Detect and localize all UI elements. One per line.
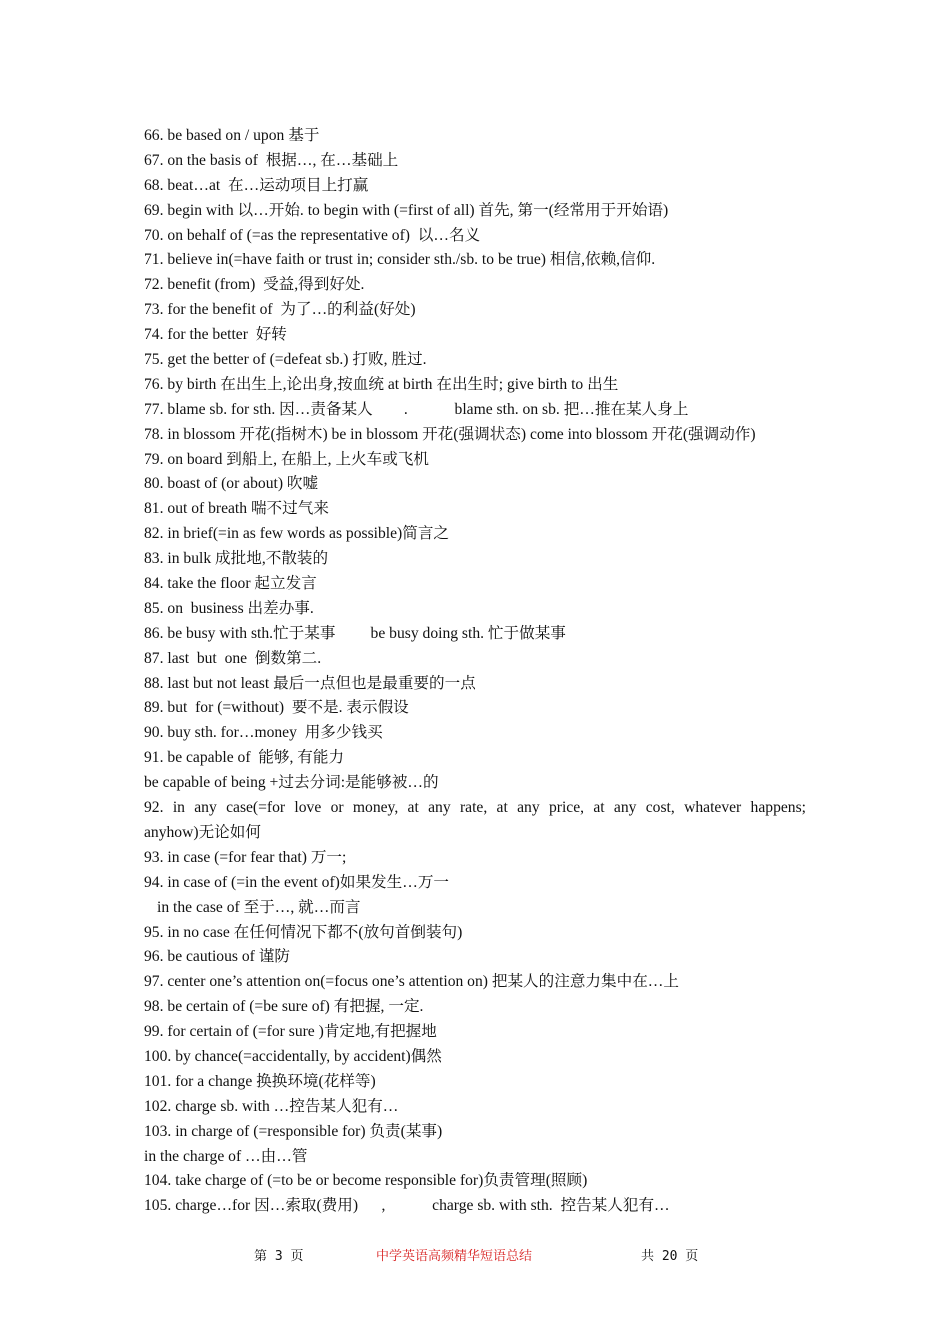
phrase-line-79: 79. on board 到船上, 在船上, 上火车或飞机: [144, 450, 430, 468]
phrase-line-97: 97. center one’s attention on(=focus one’s attention on) 把某人的注意力集中在…上: [144, 973, 679, 991]
phrase-line-90: 90. buy sth. for…money 用多少钱买: [144, 724, 383, 742]
phrase-line-82: 82. in brief(=in as few words as possible)简言之: [144, 525, 450, 543]
phrase-line-92: 92. in any case(=for love or money, at any rate, at any price, at any cost, whatever happens;: [144, 799, 806, 817]
phrase-line-96: 96. be cautious of 谨防: [144, 948, 290, 966]
phrase-line-89: 89. but for (=without) 要不是. 表示假设: [144, 699, 409, 717]
phrase-line-100: 100. by chance(=accidentally, by accident)偶然: [144, 1047, 442, 1065]
phrase-line-83: 83. in bulk 成批地,不散装的: [144, 550, 329, 568]
phrase-line-68: 68. beat…at 在…运动项目上打赢: [144, 176, 369, 194]
phrase-line-98: 98. be certain of (=be sure of) 有把握, 一定.: [144, 998, 424, 1016]
phrase-line-72: 72. benefit (from) 受益,得到好处.: [144, 276, 365, 294]
page-number-label: 第 3 页: [254, 1249, 304, 1264]
phrase-line-78: 78. in blossom 开花(指树木) be in blossom 开花(强调状态) come into blossom 开花(强调动作): [144, 425, 756, 443]
phrase-line-75: 75. get the better of (=defeat sb.) 打败, 胜过.: [144, 351, 427, 369]
phrase-line-86: 86. be busy with sth.忙于某事 be busy doing sth. 忙于做某事: [144, 624, 566, 642]
phrase-line-91-sub: be capable of being +过去分词:是能够被…的: [144, 774, 439, 792]
phrase-line-73: 73. for the benefit of 为了…的利益(好处): [144, 301, 416, 319]
phrase-line-88: 88. last but not least 最后一点但也是最重要的一点: [144, 674, 476, 692]
phrase-line-104: 104. take charge of (=to be or become responsible for)负责管理(照顾): [144, 1172, 588, 1190]
phrase-line-81: 81. out of breath 喘不过气来: [144, 500, 329, 518]
phrase-line-70: 70. on behalf of (=as the representative of) 以…名义: [144, 226, 481, 244]
phrase-line-105: 105. charge…for 因…索取(费用) , charge sb. with sth. 控告某人犯有…: [144, 1197, 670, 1215]
phrase-line-84: 84. take the floor 起立发言: [144, 575, 317, 593]
phrase-line-95: 95. in no case 在任何情况下都不(放句首倒装句): [144, 923, 463, 941]
phrase-line-87: 87. last but one 倒数第二.: [144, 649, 322, 667]
phrase-line-66: 66. be based on / upon 基于: [144, 127, 320, 144]
total-pages-label: 共 20 页: [641, 1249, 699, 1264]
phrase-line-67: 67. on the basis of 根据…, 在…基础上: [144, 151, 399, 169]
phrase-line-103-sub: in the charge of …由…管: [144, 1147, 308, 1165]
phrase-line-85: 85. on business 出差办事.: [144, 599, 314, 617]
phrase-line-92-cont: anyhow)无论如何: [144, 823, 261, 841]
document-title: 中学英语高频精华短语总结: [376, 1249, 533, 1264]
phrase-line-102: 102. charge sb. with …控告某人犯有…: [144, 1097, 399, 1115]
phrase-line-77: 77. blame sb. for sth. 因…责备某人 . blame sth. on sb. 把…推在某人身上: [144, 400, 689, 418]
phrase-line-99: 99. for certain of (=for sure )肯定地,有把握地: [144, 1023, 437, 1041]
phrase-list: [144, 124, 806, 1219]
phrase-line-80: 80. boast of (or about) 吹嘘: [144, 475, 319, 493]
phrase-line-69: 69. begin with 以…开始. to begin with (=first of all) 首先, 第一(经常用于开始语): [144, 201, 669, 219]
phrase-line-94-sub: in the case of 至于…, 就…而言: [157, 898, 361, 916]
phrase-line-71: 71. believe in(=have faith or trust in; consider sth./sb. to be true) 相信,依赖,信仰.: [144, 251, 656, 269]
page-footer: [0, 1247, 950, 1267]
phrase-line-94: 94. in case of (=in the event of)如果发生…万一: [144, 873, 450, 891]
phrase-line-93: 93. in case (=for fear that) 万一;: [144, 848, 347, 866]
phrase-line-101: 101. for a change 换换环境(花样等): [144, 1072, 376, 1090]
phrase-line-91: 91. be capable of 能够, 有能力: [144, 749, 345, 767]
phrase-line-103: 103. in charge of (=responsible for) 负责(某事): [144, 1122, 443, 1140]
phrase-line-74: 74. for the better 好转: [144, 326, 287, 344]
phrase-line-76: 76. by birth 在出生上,论出身,按血统 at birth 在出生时; give birth to 出生: [144, 375, 619, 393]
